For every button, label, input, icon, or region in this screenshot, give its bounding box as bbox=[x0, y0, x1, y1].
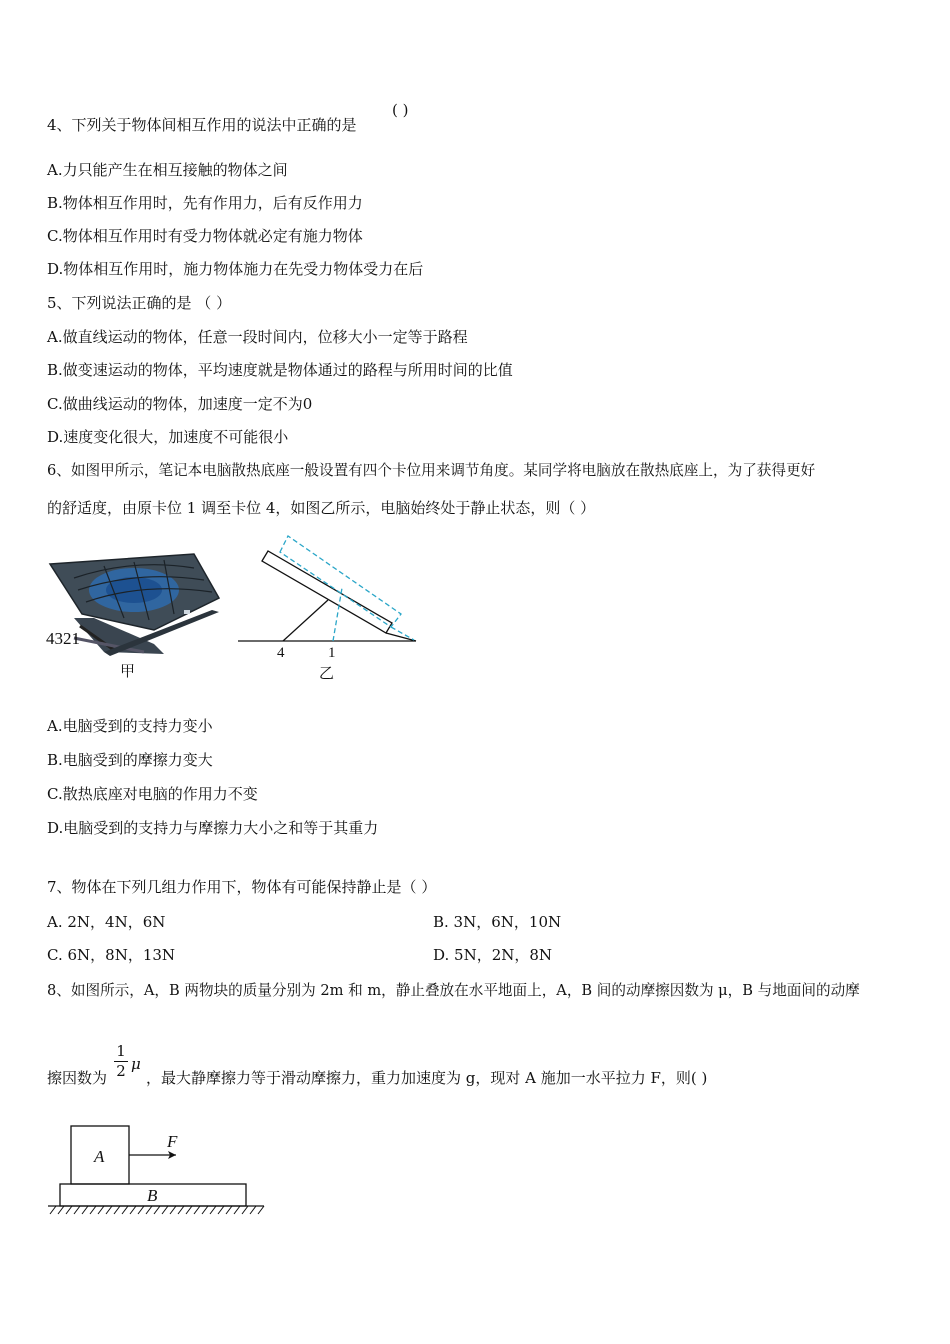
q8-fraction-denominator: 2 bbox=[116, 1062, 126, 1080]
q5-option-d: D.速度变化很大，加速度不可能很小 bbox=[47, 428, 289, 446]
figure-jia-cooling-stand bbox=[44, 548, 229, 680]
q4-answer-paren: ( ) bbox=[392, 101, 409, 119]
q7-option-c: C. 6N，8N，13N bbox=[47, 946, 176, 964]
q6-option-d: D.电脑受到的支持力与摩擦力大小之和等于其重力 bbox=[47, 819, 379, 837]
fig-yi-label-1: 1 bbox=[328, 645, 336, 661]
q4-stem: 4、下列关于物体间相互作用的说法中正确的是 bbox=[47, 116, 357, 134]
q7-option-d: D. 5N，2N，8N bbox=[433, 946, 553, 964]
q8-fraction-numerator: 1 bbox=[116, 1042, 126, 1060]
q5-option-c: C.做曲线运动的物体，加速度一定不为0 bbox=[47, 395, 313, 413]
q4-option-d: D.物体相互作用时，施力物体施力在先受力物体受力在后 bbox=[47, 260, 424, 278]
q8-fraction-mu: μ bbox=[131, 1055, 141, 1073]
q8-stem-line2-prefix: 擦因数为 bbox=[47, 1069, 108, 1087]
fig-yi-caption: 乙 bbox=[319, 664, 335, 682]
q7-stem: 7、物体在下列几组力作用下，物体有可能保持静止是（ ） bbox=[47, 878, 437, 896]
q4-option-a: A.力只能产生在相互接触的物体之间 bbox=[47, 161, 288, 179]
q8-block-b-label: B bbox=[147, 1186, 158, 1205]
q7-option-a: A. 2N，4N，6N bbox=[47, 913, 166, 931]
q7-option-b: B. 3N，6N，10N bbox=[433, 913, 562, 931]
q6-option-c: C.散热底座对电脑的作用力不变 bbox=[47, 785, 258, 803]
q8-stem-line2-suffix: ，最大静摩擦力等于滑动摩擦力，重力加速度为 g，现对 A 施加一水平拉力 F，则( ) bbox=[146, 1069, 708, 1087]
q8-stem-line1: 8、如图所示，A，B 两物块的质量分别为 2m 和 m，静止叠放在水平地面上，A，B 间的动摩擦因数为 μ，B 与地面间的动摩 bbox=[47, 982, 860, 999]
figure-yi-angle-diagram bbox=[236, 530, 426, 685]
figure-q8-blocks bbox=[44, 1122, 274, 1222]
q6-stem-line1: 6、如图甲所示，笔记本电脑散热底座一般设置有四个卡位用来调节角度。某同学将电脑放在散热底座上，为了获得更好 bbox=[47, 462, 816, 479]
q4-option-c: C.物体相互作用时有受力物体就必定有施力物体 bbox=[47, 227, 363, 245]
q6-stem-line2: 的舒适度，由原卡位 1 调至卡位 4，如图乙所示，电脑始终处于静止状态，则（ ） bbox=[47, 499, 596, 517]
q8-force-label: F bbox=[167, 1132, 178, 1151]
q8-block-a-label: A bbox=[94, 1147, 105, 1166]
q5-stem: 5、下列说法正确的是 （ ） bbox=[47, 294, 232, 312]
q8-fraction bbox=[114, 1043, 128, 1080]
q6-option-a: A.电脑受到的支持力变小 bbox=[47, 717, 213, 735]
q5-option-b: B.做变速运动的物体，平均速度就是物体通过的路程与所用时间的比值 bbox=[47, 361, 513, 379]
q4-option-b: B.物体相互作用时，先有作用力，后有反作用力 bbox=[47, 194, 363, 212]
fig-jia-caption: 甲 bbox=[120, 662, 136, 680]
fig-yi-label-4: 4 bbox=[277, 645, 285, 661]
q5-option-a: A.做直线运动的物体，任意一段时间内，位移大小一定等于路程 bbox=[47, 328, 468, 346]
fig-jia-positions: 4321 bbox=[46, 629, 80, 648]
q6-option-b: B.电脑受到的摩擦力变大 bbox=[47, 751, 213, 769]
